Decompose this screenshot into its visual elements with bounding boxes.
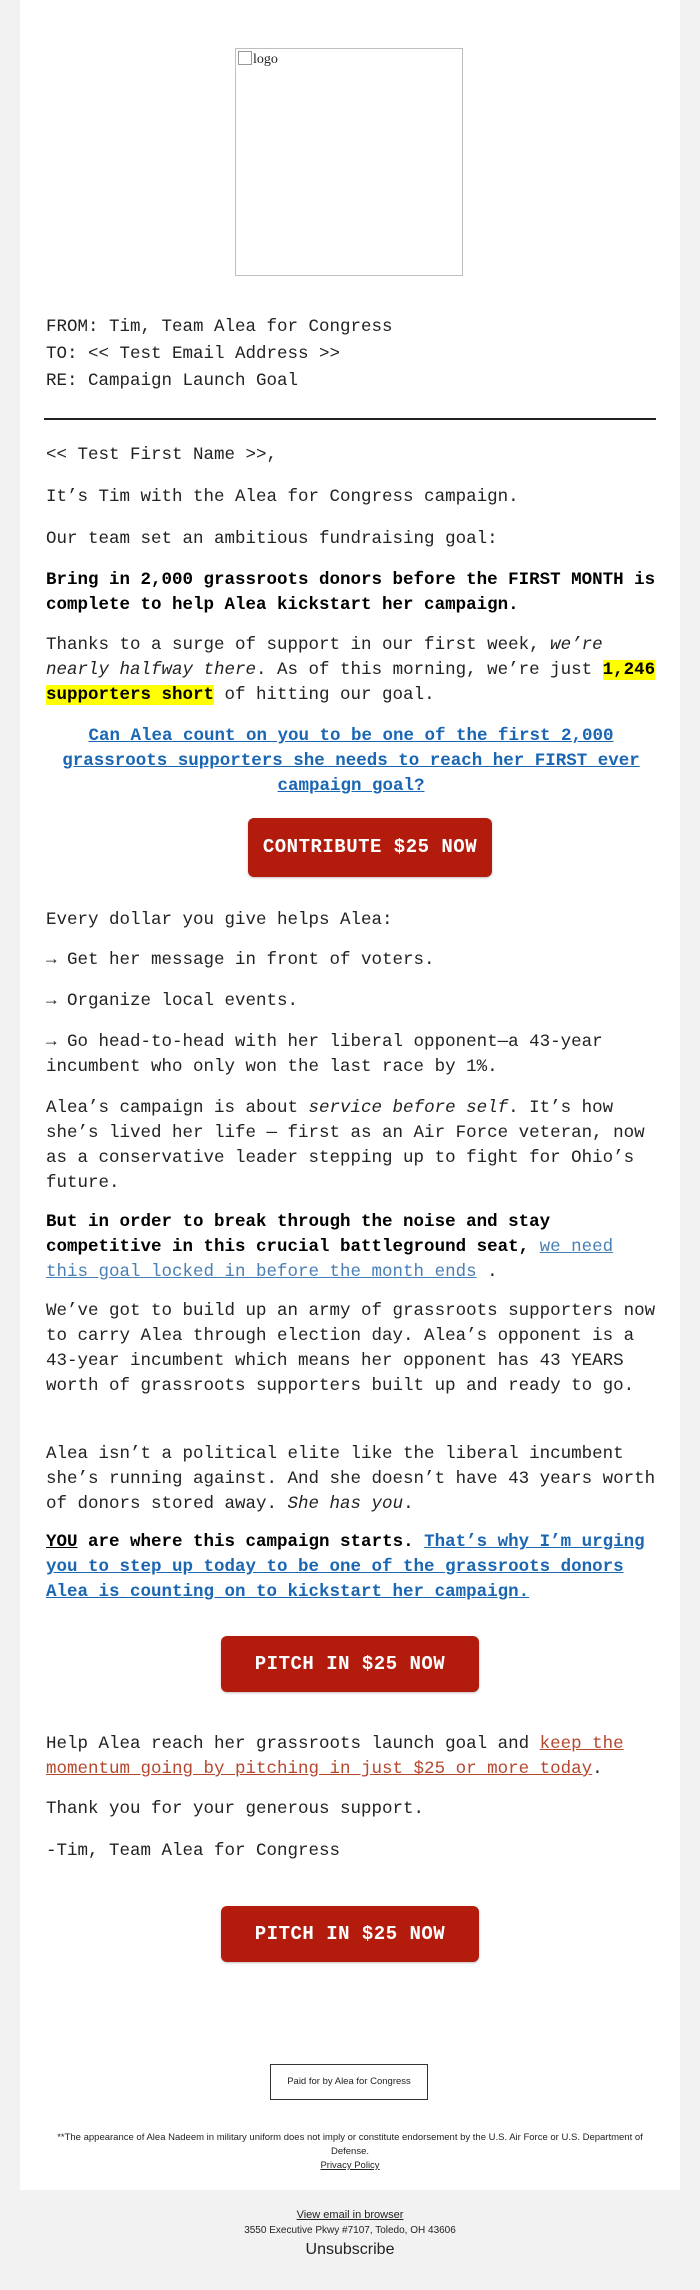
progress-text-3: of hitting our goal. xyxy=(214,685,435,705)
battleground-end: . xyxy=(476,1262,498,1282)
help-paragraph xyxy=(46,1732,656,1782)
ask-donate-link[interactable]: Can Alea count on you to be one of the first 2,000 grassroots supporters she needs to reach her FIRST ever campaign goal? xyxy=(62,726,640,796)
to-line: TO: << Test Email Address >> xyxy=(46,344,341,364)
email-header xyxy=(46,314,654,395)
bullet-item: → Organize local events. xyxy=(46,991,299,1011)
supporters-short-highlight: 1,246 supporters short xyxy=(46,660,656,705)
broken-image-icon xyxy=(238,51,252,65)
bullet-item: → Go head-to-head with her liberal opponent—a 43-year incumbent who only won the last race by 1%. xyxy=(46,1032,603,1077)
service-paragraph xyxy=(46,1096,656,1196)
service-text-1: Alea’s campaign is about xyxy=(46,1098,309,1118)
ask-paragraph xyxy=(46,724,656,799)
progress-paragraph xyxy=(46,633,656,708)
elite-text-2: . xyxy=(403,1494,414,1514)
elite-italic: She has you xyxy=(287,1494,404,1514)
mailing-address: 3550 Executive Pkwy #7107, Toledo, OH 43606 xyxy=(244,2225,456,2236)
battleground-bold: But in order to break through the noise and stay competitive in this crucial battleground seat, xyxy=(46,1212,551,1257)
contribute-25-button[interactable]: CONTRIBUTE $25 NOW xyxy=(248,818,492,877)
progress-text-2: . As of this morning, we’re just xyxy=(256,660,603,680)
progress-text-1: Thanks to a surge of support in our first week, xyxy=(46,635,551,655)
signoff-text: -Tim, Team Alea for Congress xyxy=(46,1841,341,1861)
disclaimer xyxy=(44,2131,656,2173)
goal-statement: Bring in 2,000 grassroots donors before the FIRST MONTH is complete to help Alea kickstart her campaign. xyxy=(46,570,656,615)
elite-text-1: Alea isn’t a political elite like the liberal incumbent she’s running against. And she doesn’t have 43 years worth of donors stored away. xyxy=(46,1444,656,1514)
you-paragraph xyxy=(46,1530,656,1605)
progress-italic: we’re nearly halfway there xyxy=(46,635,603,680)
header-divider xyxy=(44,418,656,420)
bullet-item: → Get her message in front of voters. xyxy=(46,950,435,970)
logo-alt-text: logo xyxy=(253,52,278,67)
goal-locked-link[interactable]: we need this goal locked in before the month ends xyxy=(46,1237,614,1282)
pitch-in-25-button-bottom[interactable]: PITCH IN $25 NOW xyxy=(221,1906,479,1962)
view-in-browser-link[interactable]: View email in browser xyxy=(296,2209,404,2221)
intro-text: It’s Tim with the Alea for Congress campaign. xyxy=(46,487,519,507)
pitch-in-25-button[interactable]: PITCH IN $25 NOW xyxy=(221,1636,479,1692)
email-footer xyxy=(0,2208,700,2261)
help-text-1: Help Alea reach her grassroots launch goal and xyxy=(46,1734,540,1754)
disclaimer-text: **The appearance of Alea Nadeem in military uniform does not imply or constitute endorsement by the U.S. Air Force or U.S. Department of Defense. xyxy=(57,2132,643,2157)
subject-line: RE: Campaign Launch Goal xyxy=(46,371,299,391)
every-dollar-text: Every dollar you give helps Alea: xyxy=(46,910,393,930)
unsubscribe-link[interactable]: Unsubscribe xyxy=(305,2241,395,2258)
from-line: FROM: Tim, Team Alea for Congress xyxy=(46,317,393,337)
privacy-policy-link[interactable]: Privacy Policy xyxy=(320,2160,380,2171)
elite-paragraph xyxy=(46,1442,656,1517)
army-paragraph: We’ve got to build up an army of grassroots supporters now to carry Alea through election day. Alea’s opponent is a 43-year incumbent which means her opponent has 43 YEARS worth of grassroots supporters built up and ready to go. xyxy=(46,1301,656,1396)
greeting: << Test First Name >>, xyxy=(46,445,278,465)
battleground-paragraph xyxy=(46,1210,656,1285)
thanks-text: Thank you for your generous support. xyxy=(46,1799,425,1819)
momentum-link[interactable]: keep the momentum going by pitching in just $25 or more today xyxy=(46,1734,624,1779)
you-rest: are where this campaign starts. xyxy=(77,1532,425,1552)
service-italic: service before self xyxy=(308,1098,509,1118)
help-text-2: . xyxy=(592,1759,603,1779)
paid-for-box: Paid for by Alea for Congress xyxy=(270,2064,428,2100)
step-up-link[interactable]: That’s why I’m urging you to step up today to be one of the grassroots donors Alea is counting on to kickstart her campaign. xyxy=(46,1532,645,1602)
you-word: YOU xyxy=(46,1532,78,1552)
service-text-2: . It’s how she’s lived her life — first as an Air Force veteran, now as a conservative leader stepping up to fight for Ohio’s future. xyxy=(46,1098,645,1193)
goal-intro-text: Our team set an ambitious fundraising goal: xyxy=(46,529,498,549)
logo-image xyxy=(235,48,463,276)
